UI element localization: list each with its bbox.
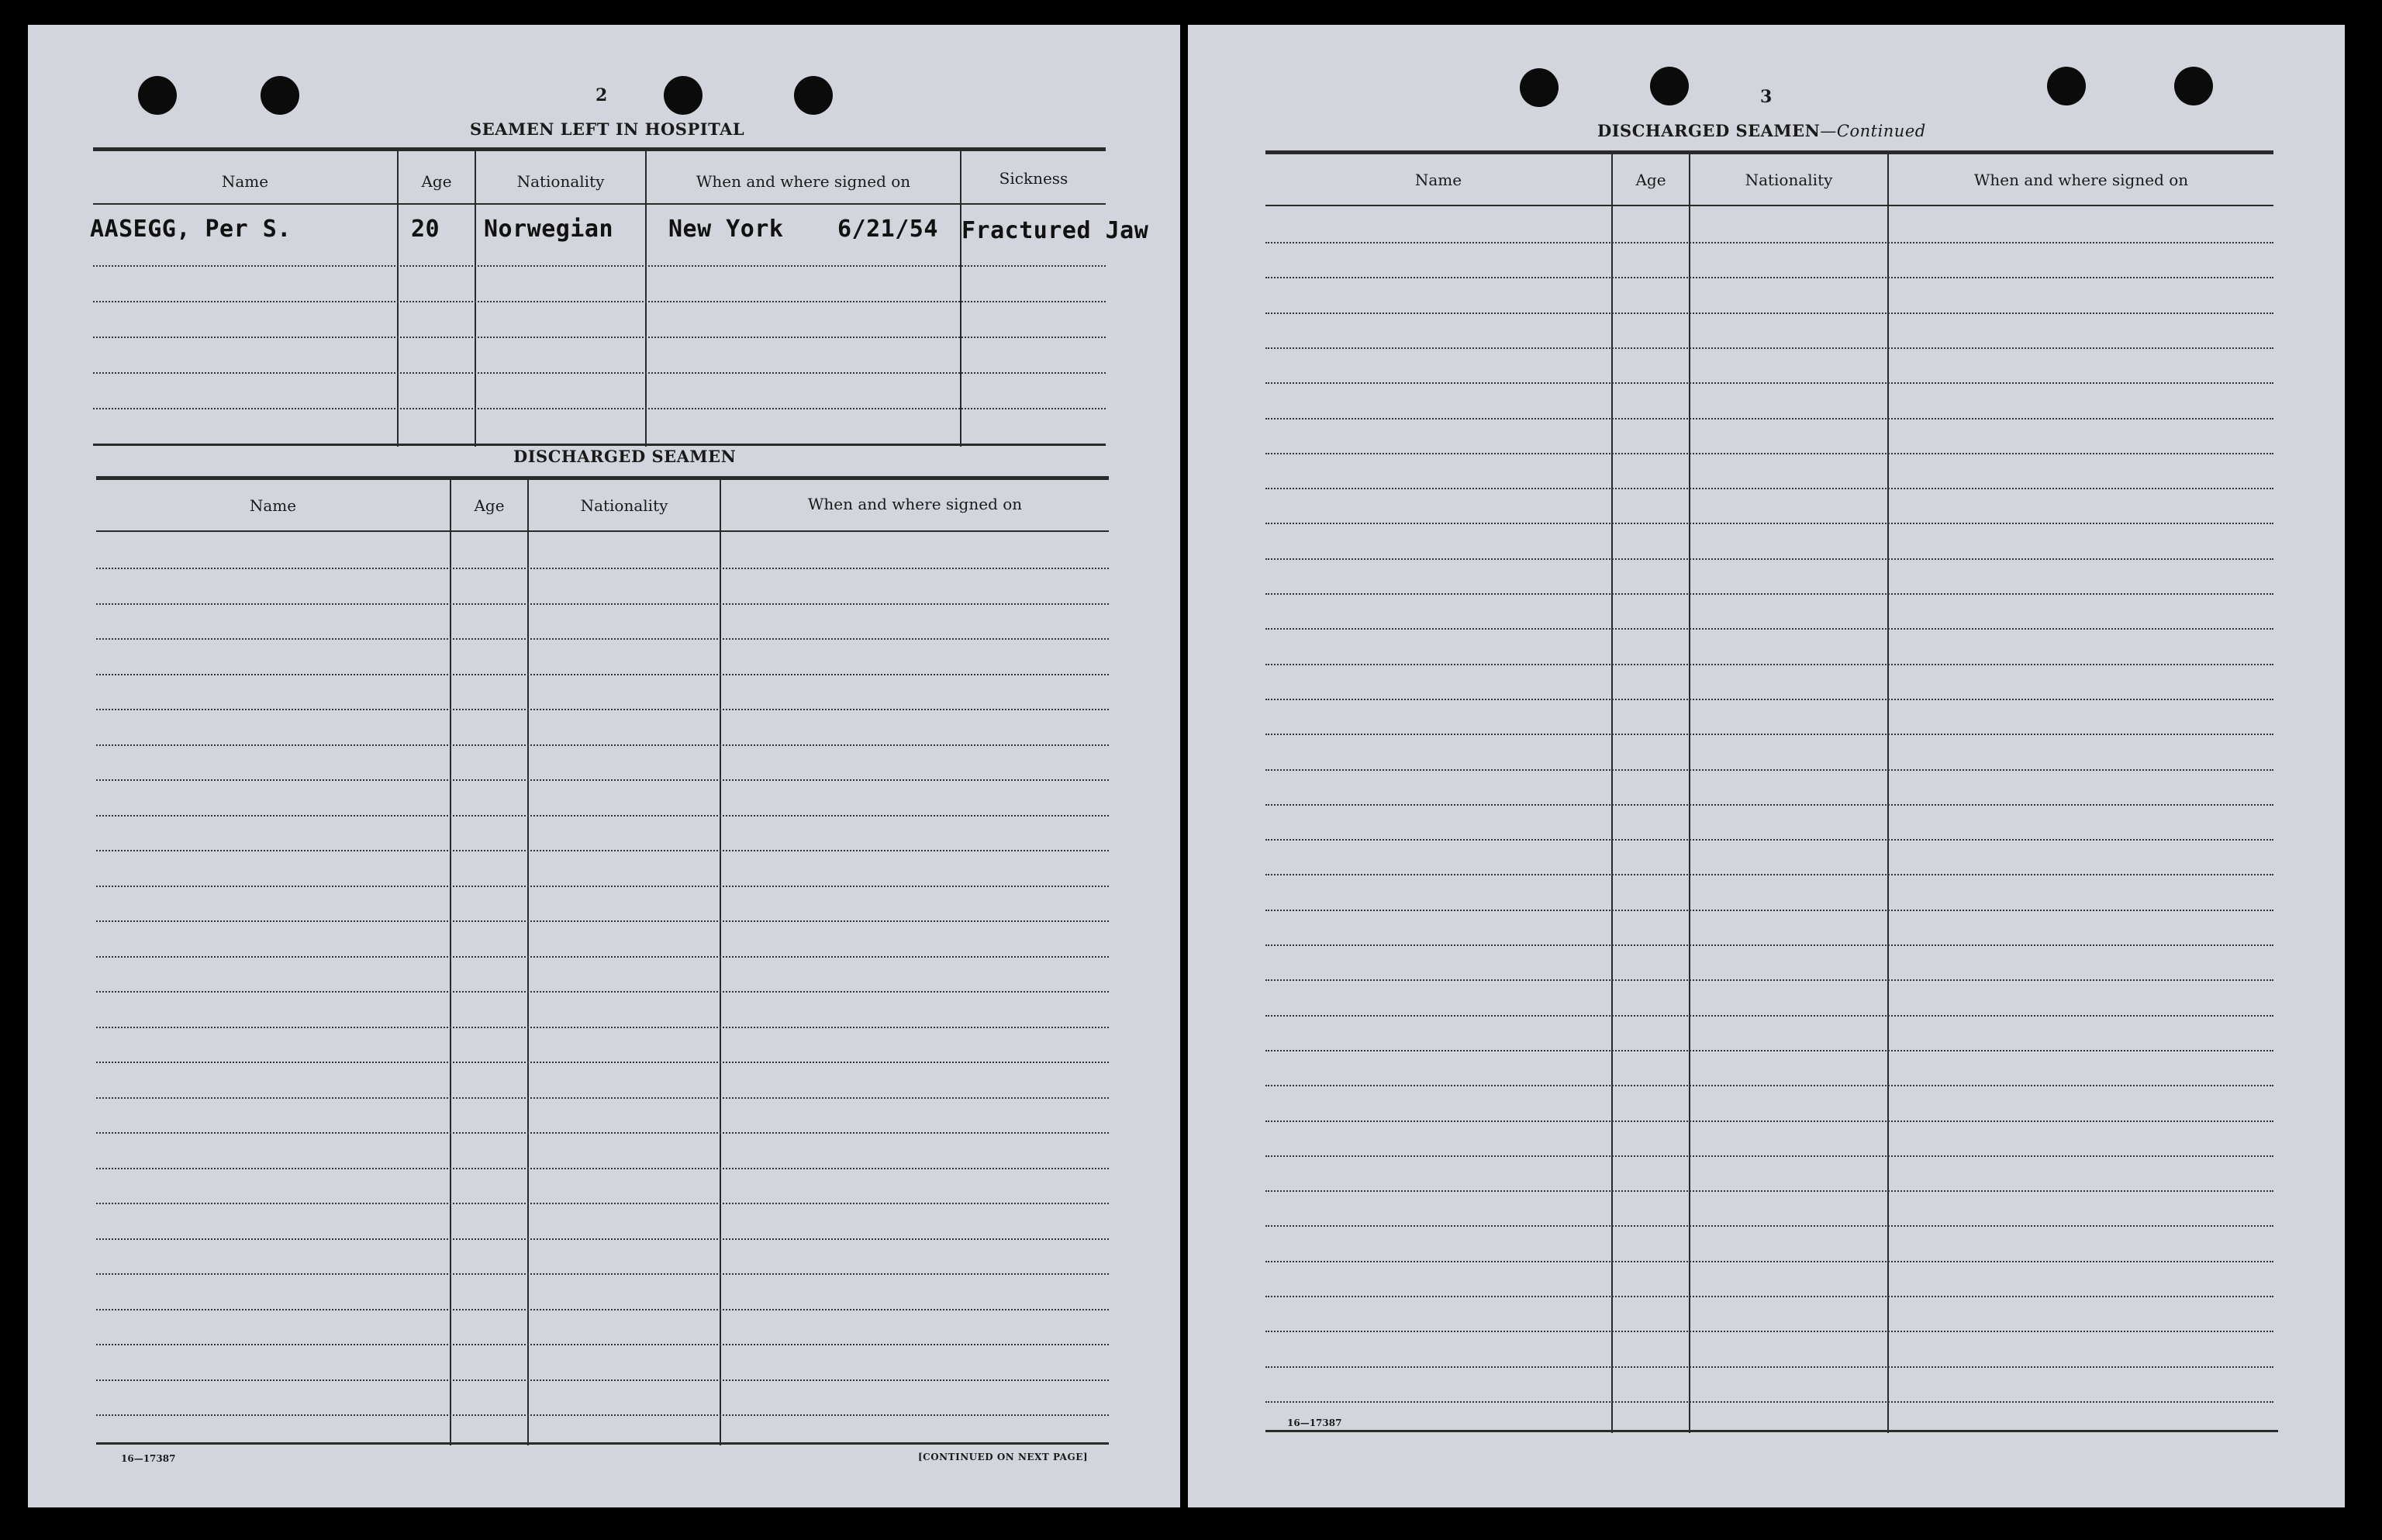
ruled-line [1265, 804, 2273, 806]
table-rule [93, 203, 1106, 205]
ruled-line [1265, 242, 2273, 243]
ruled-line [93, 408, 1106, 409]
ruled-line [96, 1203, 1109, 1204]
column-header: Sickness [999, 169, 1068, 188]
ruled-line [96, 1379, 1109, 1381]
ruled-line [96, 1062, 1109, 1063]
table-rule [96, 1442, 1109, 1445]
ruled-line [96, 1097, 1109, 1099]
column-header: When and where signed on [1973, 171, 2189, 189]
title-suffix: —Continued [1820, 122, 1926, 140]
sickness: Fractured Jaw [961, 217, 1149, 244]
ruled-line [96, 956, 1109, 958]
table-rule [1265, 205, 2273, 206]
ruled-line [96, 920, 1109, 922]
ruled-line [1265, 1225, 2273, 1227]
signed-on-place: New York [668, 216, 784, 243]
ruled-line [1265, 1155, 2273, 1157]
column-divider [397, 150, 399, 447]
column-header: Age [421, 172, 452, 191]
ruled-line [1265, 418, 2273, 420]
column-header: When and where signed on [696, 172, 911, 191]
ruled-line [96, 991, 1109, 993]
punch-hole [1650, 67, 1689, 105]
ruled-line [96, 815, 1109, 817]
ruled-line [1265, 593, 2273, 595]
discharged-section-title: DISCHARGED SEAMEN [513, 447, 737, 466]
table-rule [1265, 150, 2273, 154]
column-divider [475, 150, 476, 447]
ruled-line [96, 1414, 1109, 1416]
ruled-line [1265, 558, 2273, 560]
ruled-line [96, 1132, 1109, 1134]
column-header: Name [1414, 171, 1462, 189]
column-header: Age [474, 496, 505, 515]
column-divider [527, 479, 529, 1445]
ruled-line [1265, 1120, 2273, 1122]
left-page [28, 25, 1180, 1507]
ruled-line [96, 779, 1109, 781]
ruled-line [96, 1168, 1109, 1169]
page-number: 3 [1760, 87, 1773, 107]
column-header: Nationality [580, 496, 668, 515]
table-rule [96, 530, 1109, 532]
column-divider [645, 150, 647, 447]
ruled-line [1265, 1261, 2273, 1262]
page-number: 2 [596, 85, 608, 105]
ruled-line [96, 744, 1109, 746]
ruled-line [96, 674, 1109, 675]
ruled-line [96, 886, 1109, 887]
ruled-line [1265, 979, 2273, 981]
ruled-line [96, 850, 1109, 851]
column-header: Name [221, 172, 269, 191]
table-rule [93, 147, 1106, 151]
punch-hole [1520, 68, 1559, 107]
hospital-section-title: SEAMEN LEFT IN HOSPITAL [470, 119, 745, 139]
ruled-line [1265, 1190, 2273, 1192]
ruled-line [1265, 769, 2273, 771]
seaman-age: 20 [411, 216, 440, 243]
ruled-line [1265, 628, 2273, 630]
punch-hole [261, 76, 299, 115]
ruled-line [93, 337, 1106, 338]
discharged-continued-title [1597, 121, 1926, 140]
ruled-line [1265, 734, 2273, 735]
ruled-line [1265, 488, 2273, 489]
table-rule [96, 476, 1109, 480]
ruled-line [1265, 910, 2273, 911]
ruled-line [96, 568, 1109, 569]
column-divider [960, 150, 961, 447]
ruled-line [1265, 312, 2273, 314]
ruled-line [96, 1344, 1109, 1345]
column-divider [1611, 154, 1613, 1433]
table-rule [93, 444, 1106, 446]
ruled-line [1265, 277, 2273, 278]
column-header: When and where signed on [807, 495, 1023, 513]
column-divider [1689, 154, 1690, 1433]
column-header: Nationality [1745, 171, 1833, 189]
punch-hole [2174, 67, 2213, 105]
punch-hole [2047, 67, 2086, 105]
ruled-line [1265, 1401, 2273, 1403]
ruled-line [1265, 1015, 2273, 1017]
ruled-line [96, 709, 1109, 710]
ruled-line [1265, 347, 2273, 349]
punch-hole [138, 76, 177, 115]
ruled-line [1265, 874, 2273, 875]
column-divider [1887, 154, 1889, 1433]
right-page [1188, 25, 2345, 1507]
table-rule [1265, 1430, 2278, 1432]
ruled-line [1265, 1331, 2273, 1332]
ruled-line [1265, 523, 2273, 524]
ruled-line [96, 1273, 1109, 1275]
column-divider [450, 479, 451, 1445]
ruled-line [1265, 699, 2273, 700]
ruled-line [96, 638, 1109, 640]
ruled-line [1265, 1085, 2273, 1086]
ruled-line [1265, 839, 2273, 841]
ruled-line [96, 1027, 1109, 1028]
continued-note: [CONTINUED ON NEXT PAGE] [918, 1452, 1089, 1462]
ruled-line [96, 603, 1109, 605]
ruled-line [93, 301, 1106, 302]
signed-on-date: 6/21/54 [837, 216, 938, 243]
column-header: Nationality [516, 172, 605, 191]
ruled-line [1265, 1296, 2273, 1297]
ruled-line [1265, 1050, 2273, 1051]
seaman-name: AASEGG, Per S. [90, 216, 292, 243]
ruled-line [1265, 1366, 2273, 1368]
seaman-nationality: Norwegian [484, 216, 614, 243]
ruled-line [96, 1238, 1109, 1240]
title-main: DISCHARGED SEAMEN [1597, 121, 1821, 140]
ruled-line [1265, 382, 2273, 384]
form-code: 16—17387 [121, 1453, 176, 1464]
column-header: Age [1635, 171, 1666, 189]
punch-hole [794, 76, 833, 115]
column-header: Name [249, 496, 297, 515]
ruled-line [1265, 664, 2273, 665]
column-divider [720, 479, 721, 1445]
punch-hole [664, 76, 703, 115]
ruled-line [93, 372, 1106, 374]
ruled-line [1265, 944, 2273, 946]
ruled-line [96, 1309, 1109, 1310]
form-code: 16—17387 [1287, 1417, 1342, 1428]
ruled-line [93, 265, 1106, 267]
ruled-line [1265, 453, 2273, 454]
